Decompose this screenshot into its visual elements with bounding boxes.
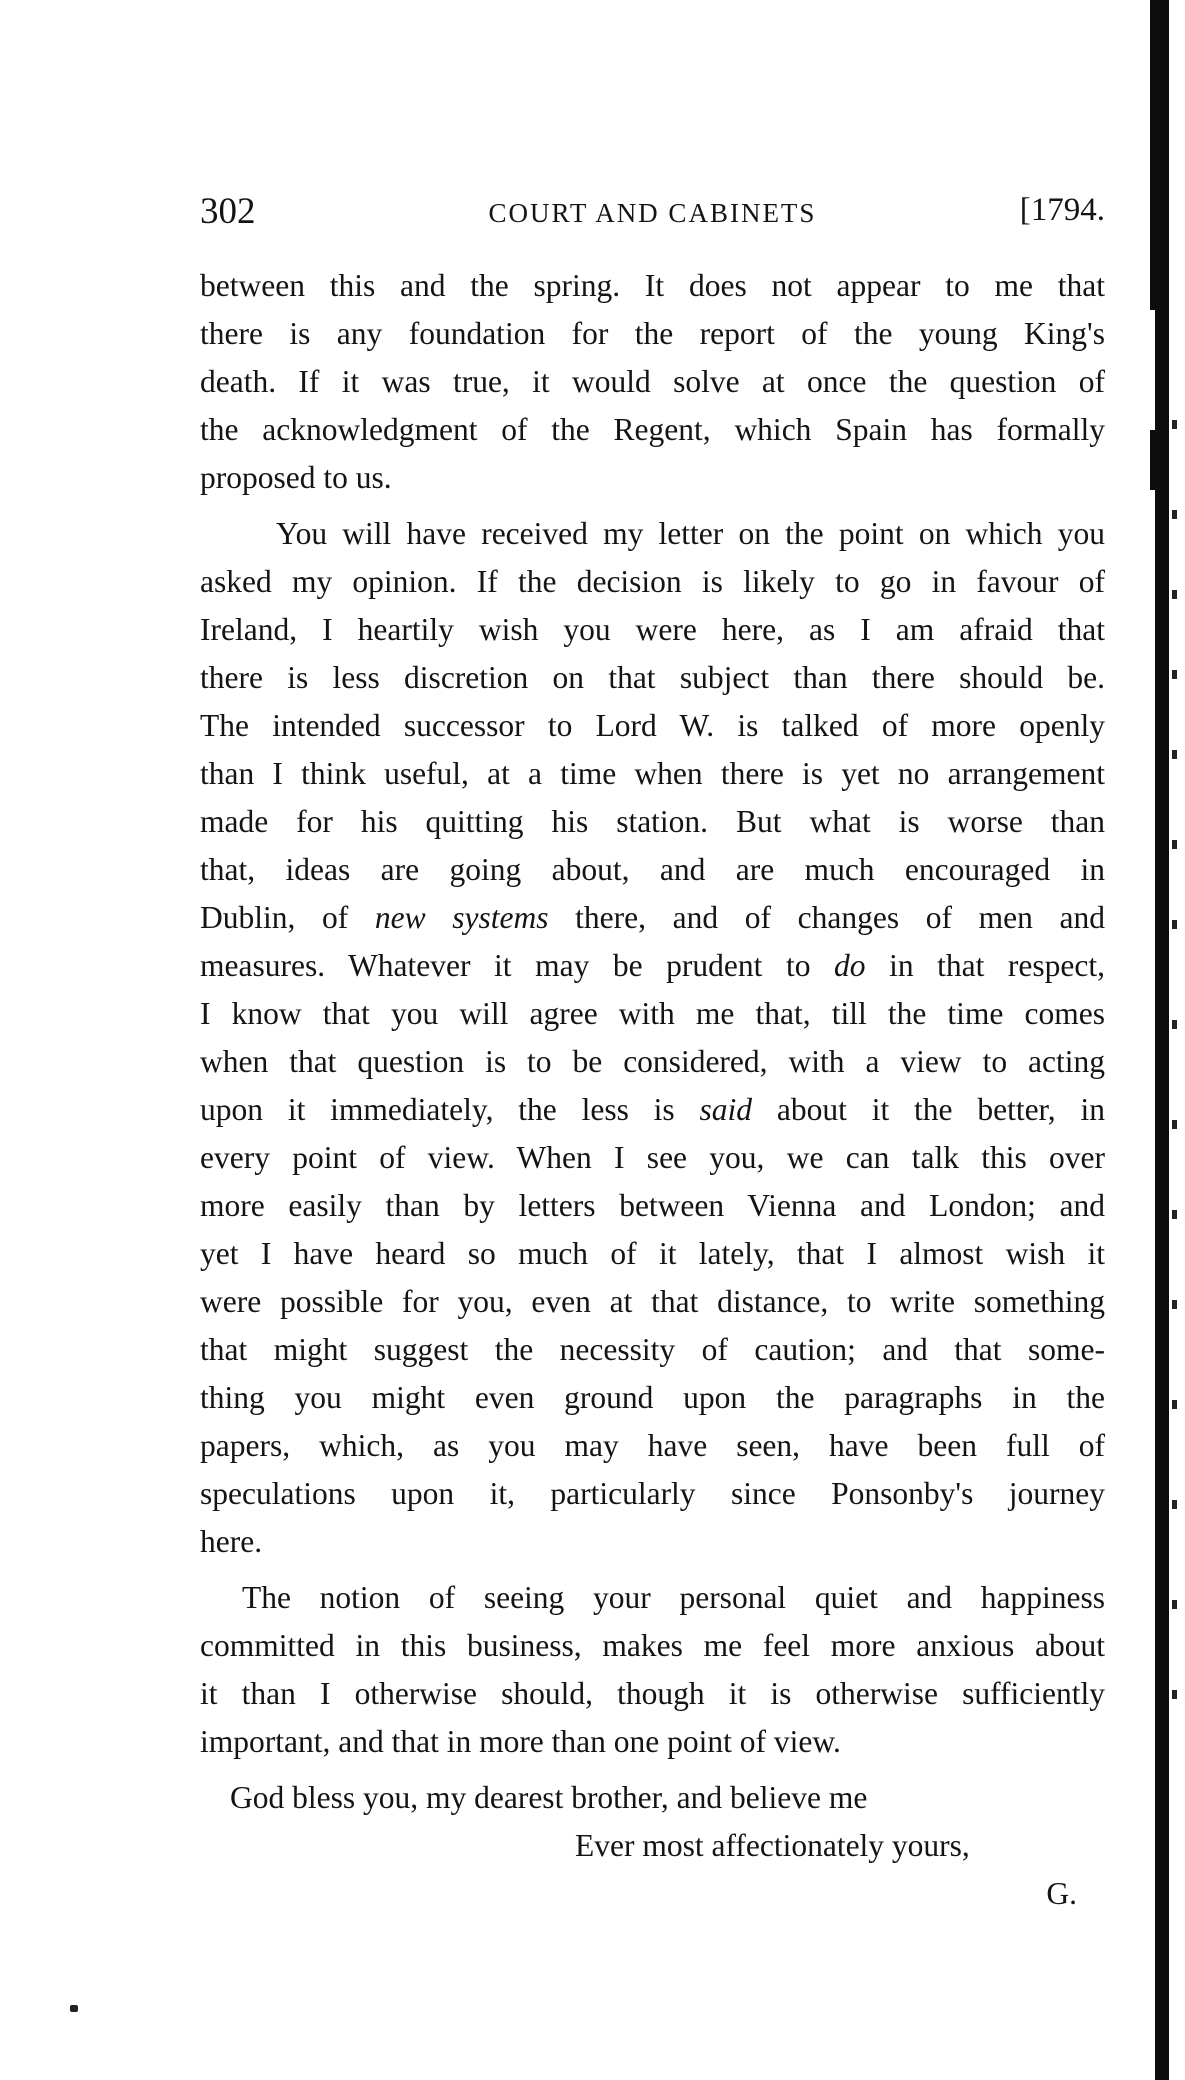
text-line: committed in this business, makes me feel more anxious about — [200, 1628, 1105, 1663]
text-line: every point of view. When I see you, we can talk this over — [200, 1140, 1105, 1175]
text-line-with-italics: Dublin, of new systems there, and of changes of men and — [200, 900, 1105, 935]
text-line: papers, which, as you may have seen, have been full of — [200, 1428, 1105, 1463]
text-line: more easily than by letters between Vienna and London; and — [200, 1188, 1105, 1223]
text-line: it than I otherwise should, though it is otherwise sufficiently — [200, 1676, 1105, 1711]
text-line: that, ideas are going about, and are much encouraged in — [200, 852, 1105, 887]
letter-body — [200, 262, 1105, 1930]
paragraph-1 — [200, 262, 1105, 502]
page-header — [200, 190, 1105, 240]
text-line: You will have received my letter on the point on which you — [276, 516, 1105, 551]
text-line: the acknowledgment of the Regent, which Spain has formally — [200, 412, 1105, 447]
text-line: speculations upon it, particularly since Ponsonby's journey — [200, 1476, 1105, 1511]
text-line: between this and the spring. It does not appear to me that — [200, 268, 1105, 303]
signature: G. — [1046, 1876, 1077, 1911]
text-line: were possible for you, even at that distance, to write something — [200, 1284, 1105, 1319]
scan-speck — [70, 2005, 78, 2012]
page-number: 302 — [200, 191, 256, 232]
text-line: proposed to us. — [200, 460, 392, 495]
text-line: that might suggest the necessity of caution; and that some- — [200, 1332, 1105, 1367]
italic-word: said — [699, 1092, 753, 1127]
text-line: when that question is to be considered, with a view to acting — [200, 1044, 1105, 1079]
text-line: I know that you will agree with me that, till the time comes — [200, 996, 1105, 1031]
margin-marks — [1172, 420, 1184, 1720]
text-line-with-italics: measures. Whatever it may be prudent to do in that respect, — [200, 948, 1105, 983]
text-line: Ireland, I heartily wish you were here, as I am afraid that — [200, 612, 1105, 647]
text-line: The notion of seeing your personal quiet and happiness — [242, 1580, 1105, 1615]
paragraph-2 — [200, 510, 1105, 1566]
binding-edge-notch — [1150, 430, 1158, 490]
letter-closing — [200, 1774, 1105, 1930]
text-line: than I think useful, at a time when there is yet no arrangement — [200, 756, 1105, 791]
valediction: Ever most affectionately yours, — [575, 1828, 970, 1863]
text-line: there is less discretion on that subject than there should be. — [200, 660, 1105, 695]
running-year: [1794. — [1019, 192, 1105, 228]
binding-edge-notch — [1150, 0, 1158, 310]
text-line: important, and that in more than one point of view. — [200, 1724, 841, 1759]
text-line: death. If it was true, it would solve at once the question of — [200, 364, 1105, 399]
text-line: here. — [200, 1524, 263, 1559]
binding-edge — [1155, 0, 1169, 2080]
text-line: asked my opinion. If the decision is likely to go in favour of — [200, 564, 1105, 599]
italic-word: do — [834, 948, 866, 983]
text-line: thing you might even ground upon the paragraphs in the — [200, 1380, 1105, 1415]
text-line: there is any foundation for the report of the young King's — [200, 316, 1105, 351]
text-line-with-italics: upon it immediately, the less is said about it the better, in — [200, 1092, 1105, 1127]
blessing-line: God bless you, my dearest brother, and believe me — [230, 1780, 868, 1815]
running-title: COURT AND CABINETS — [488, 198, 817, 228]
text-line: The intended successor to Lord W. is talked of more openly — [200, 708, 1105, 743]
text-line: made for his quitting his station. But what is worse than — [200, 804, 1105, 839]
text-line: yet I have heard so much of it lately, that I almost wish it — [200, 1236, 1105, 1271]
italic-phrase: new systems — [374, 900, 549, 935]
paragraph-3 — [200, 1574, 1105, 1766]
